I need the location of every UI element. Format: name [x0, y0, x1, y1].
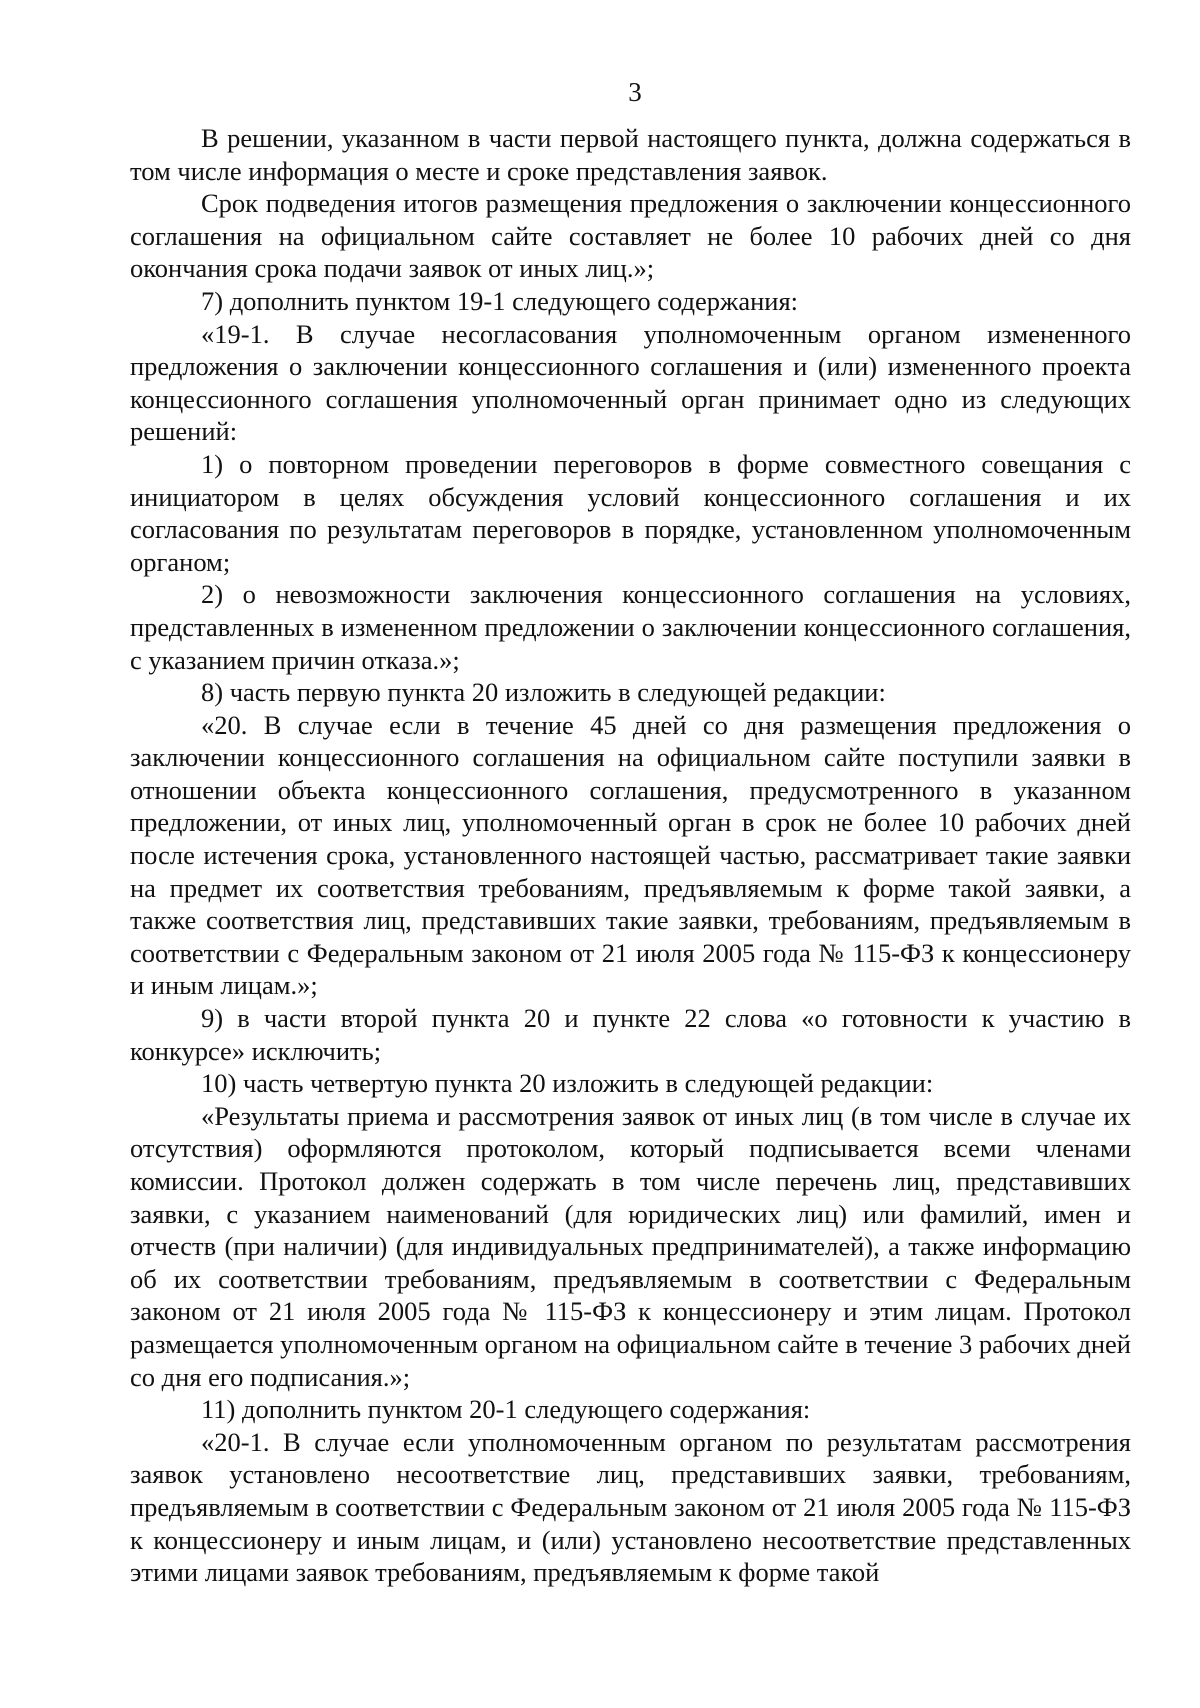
list-item-heading: 9) в части второй пункта 20 и пункте 22 слова «о готовности к участию в конкурсе» исключить;	[130, 1003, 1131, 1066]
list-item-heading: 11) дополнить пунктом 20-1 следующего содержания:	[201, 1394, 811, 1425]
paragraph: В решении, указанном в части первой настоящего пункта, должна содержаться в том числе информация о месте и сроке представления заявок.	[130, 123, 1131, 186]
paragraph: Срок подведения итогов размещения предложения о заключении концессионного соглашения на официальном сайте составляет не более 10 рабочих дней со дня окончания срока подачи заявок от иных лиц.»;	[130, 188, 1131, 284]
quoted-paragraph: «20. В случае если в течение 45 дней со дня размещения предложения о заключении концессионного соглашения на официальном сайте поступили заявки в отношении объекта концессионного соглашения, предусмотренного в указанном предложении, от иных лиц, уполномоченный орган в срок не более 10 рабочих дней после истечения срока, установленного настоящей частью, рассматривает такие заявки на предмет их соответствия требованиям, предъявляемым к форме такой заявки, а также соответствия лиц, представивших такие заявки, требованиям, предъявляемым в соответствии с Федеральным законом от 21 июля 2005 года № 115-ФЗ к концессионеру и иным лицам.»;	[130, 709, 1131, 1001]
quoted-paragraph: «20-1. В случае если уполномоченным органом по результатам рассмотрения заявок установлено несоответствие лиц, представивших заявки, требованиям, предъявляемым в соответствии с Федеральным законом от 21 июля 2005 года № 115-ФЗ к концессионеру и иным лицам, и (или) установлено несоответствие представленных этими лицами заявок требованиям, предъявляемым к форме такой	[130, 1426, 1131, 1588]
quoted-paragraph: «Результаты приема и рассмотрения заявок от иных лиц (в том числе в случае их отсутствия) оформляются протоколом, который подписывается всеми членами комиссии. Протокол должен содержать в том числе перечень лиц, представивших заявки, с указанием наименований (для юридических лиц) или фамилий, имен и отчеств (при наличии) (для индивидуальных предпринимателей), а также информацию об их соответствии требованиям, предъявляемым в соответствии с Федеральным законом от 21 июля 2005 года № 115-ФЗ к концессионеру и этим лицам. Протокол размещается уполномоченным органом на официальном сайте в течение 3 рабочих дней со дня его подписания.»;	[130, 1100, 1131, 1392]
list-item-heading: 8) часть первую пункта 20 изложить в следующей редакции:	[201, 677, 886, 708]
list-item: 1) о повторном проведении переговоров в форме совместного совещания с инициатором в целях обсуждения условий концессионного соглашения и их согласования по результатам переговоров в порядке, установленном уполномоченным органом;	[130, 448, 1131, 577]
page-number: 3	[628, 77, 642, 107]
quoted-paragraph: «19-1. В случае несогласования уполномоченным органом измененного предложения о заключении концессионного соглашения и (или) измененного проекта концессионного соглашения уполномоченный орган принимает одно из следующих решений:	[130, 318, 1131, 447]
list-item-heading: 7) дополнить пунктом 19-1 следующего содержания:	[201, 285, 799, 316]
list-item: 2) о невозможности заключения концессионного соглашения на условиях, представленных в измененном предложении о заключении концессионного соглашения, с указанием причин отказа.»;	[130, 579, 1131, 675]
list-item-heading: 10) часть четвертую пункта 20 изложить в следующей редакции:	[201, 1068, 934, 1099]
document-body	[130, 122, 1131, 1589]
